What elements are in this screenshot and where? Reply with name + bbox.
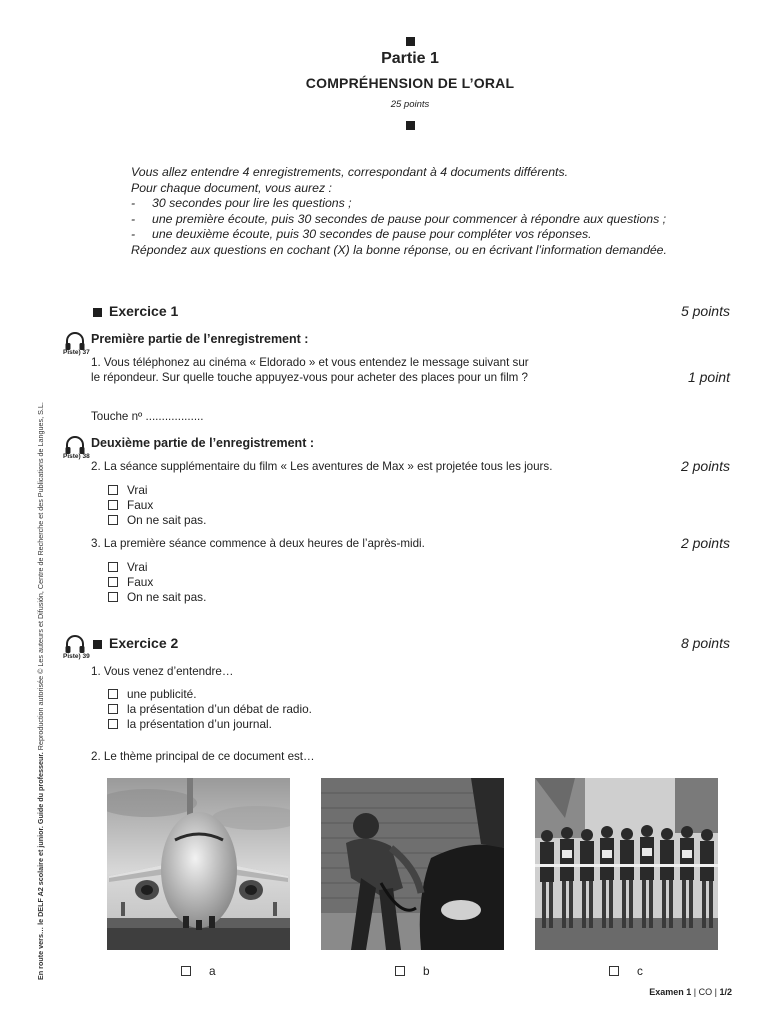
checkbox-icon[interactable] — [108, 562, 118, 572]
checkbox-icon[interactable] — [108, 500, 118, 510]
option-label: Vrai — [127, 560, 148, 574]
exercise-2-points: 8 points — [680, 635, 730, 651]
intro-bullet: une deuxième écoute, puis 30 secondes de pause pour compléter vos réponses. — [152, 227, 592, 241]
option-label: Vrai — [127, 483, 148, 497]
copyright-rest: Reproduction autorisée © Les auteurs et Difusión, Centre de Recherche et des Publications de Langues, S.L. — [36, 402, 45, 753]
bullet-dash: - — [131, 212, 136, 226]
checkbox-icon[interactable] — [108, 704, 118, 714]
photo-car-refuel — [321, 778, 504, 950]
footer-code: CO — [698, 987, 713, 997]
question-2-points: 2 points — [680, 458, 730, 474]
option-label: la présentation d’un débat de radio. — [127, 702, 312, 716]
photo-airplane — [107, 778, 290, 950]
checkbox-icon[interactable] — [108, 515, 118, 525]
square-bullet-icon — [406, 37, 415, 46]
question-2-text: 2. La séance supplémentaire du film « Les aventures de Max » est projetée tous les jours. — [91, 460, 553, 473]
intro-line-2: Pour chaque document, vous aurez : — [131, 181, 332, 195]
intro-line-1: Vous allez entendre 4 enregistrements, correspondant à 4 documents différents. — [131, 165, 569, 179]
exercise-1-points: 5 points — [680, 303, 730, 319]
image-label-a: a — [209, 964, 216, 978]
square-bullet-icon — [93, 308, 102, 317]
square-bullet-icon — [93, 640, 102, 649]
intro-line-3: Répondez aux questions en cochant (X) la bonne réponse, ou en écrivant l’information demandée. — [131, 243, 667, 257]
checkbox-icon[interactable] — [609, 966, 619, 976]
bullet-dash: - — [131, 227, 136, 241]
intro-bullet: une première écoute, puis 30 secondes de pause pour commencer à répondre aux questions ; — [152, 212, 667, 226]
ex2-question-1: 1. Vous venez d’entendre… — [91, 665, 234, 678]
checkbox-icon[interactable] — [395, 966, 405, 976]
ex2-question-2: 2. Le thème principal de ce document est… — [91, 750, 315, 763]
footer-separator: | — [712, 987, 720, 997]
intro-bullet: 30 secondes pour lire les questions ; — [152, 196, 352, 210]
copyright-bold: En route vers… le DELF A2 scolaire et junior. Guide du professeur. — [36, 752, 45, 980]
photo-marathon-runners — [535, 778, 718, 950]
checkbox-icon[interactable] — [108, 592, 118, 602]
image-label-b: b — [423, 964, 430, 978]
footer-page: 1/2 — [719, 987, 732, 997]
page-footer — [649, 987, 732, 997]
piste-label: Piste) 39 — [63, 653, 90, 660]
checkbox-icon[interactable] — [108, 689, 118, 699]
copyright-side-text — [36, 370, 45, 980]
footer-exam: Examen 1 — [649, 987, 692, 997]
question-1-line-1: 1. Vous téléphonez au cinéma « Eldorado » et vous entendez le message suivant sur — [91, 356, 529, 369]
option-label: Faux — [127, 498, 154, 512]
checkbox-icon[interactable] — [108, 719, 118, 729]
piste-label: Piste) 38 — [63, 453, 90, 460]
part-title: Partie 1 — [381, 50, 439, 67]
part-2-title: Deuxième partie de l’enregistrement : — [91, 436, 314, 450]
question-3-points: 2 points — [680, 535, 730, 551]
touche-answer-field[interactable]: Touche nº .................. — [91, 410, 204, 423]
section-title: COMPRÉHENSION DE L’ORAL — [305, 75, 515, 91]
checkbox-icon[interactable] — [181, 966, 191, 976]
piste-label: Piste) 37 — [63, 349, 90, 356]
option-label: On ne sait pas. — [127, 513, 207, 527]
question-1-line-2: le répondeur. Sur quelle touche appuyez-vous pour acheter des places pour un film ? — [91, 371, 528, 384]
exercise-1-title: Exercice 1 — [109, 303, 179, 319]
square-bullet-icon — [406, 121, 415, 130]
part-points: 25 points — [390, 99, 430, 110]
exercise-2-title: Exercice 2 — [109, 635, 179, 651]
footer-separator: | — [691, 987, 699, 997]
option-label: la présentation d’un journal. — [127, 717, 272, 731]
part-1-title: Première partie de l’enregistrement : — [91, 332, 309, 346]
image-label-c: c — [637, 964, 643, 978]
option-label: Faux — [127, 575, 154, 589]
checkbox-icon[interactable] — [108, 485, 118, 495]
option-label: une publicité. — [127, 687, 197, 701]
checkbox-icon[interactable] — [108, 577, 118, 587]
question-1-points: 1 point — [687, 369, 730, 385]
question-3-text: 3. La première séance commence à deux heures de l’après-midi. — [91, 537, 425, 550]
bullet-dash: - — [131, 196, 136, 210]
option-label: On ne sait pas. — [127, 590, 207, 604]
